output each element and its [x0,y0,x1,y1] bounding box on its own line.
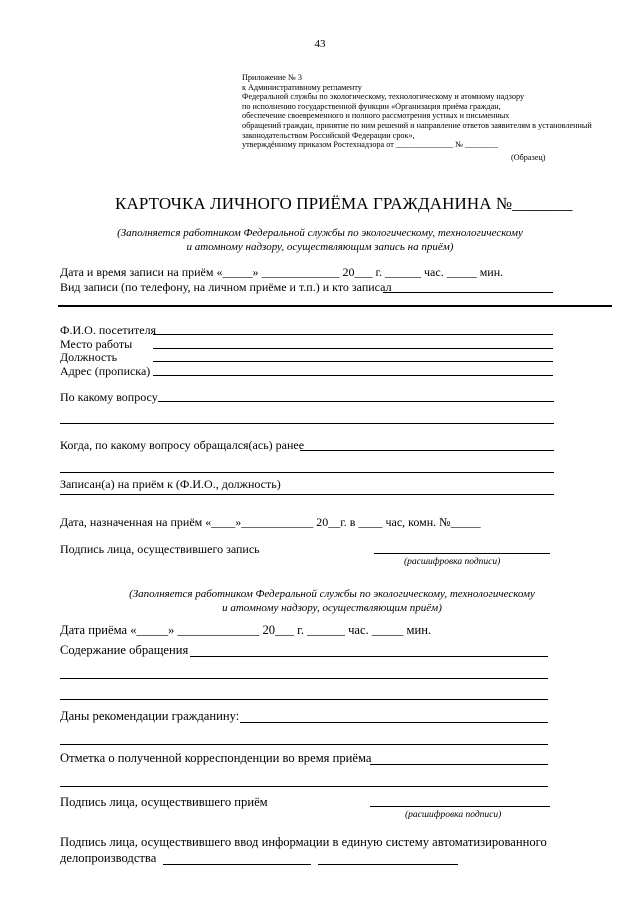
recorder-signature-line[interactable] [374,553,550,554]
appendix-line: обеспечение своевременного и полного рассмотрения устных и письменных [242,111,510,121]
appeal-content-label: Содержание обращения [60,643,189,657]
question-input-line-2[interactable] [60,423,554,424]
appendix-line: обращений граждан, принятие по ним решений и направление ответов заявителям в установленный [242,120,592,130]
previous-appeal-label: Когда, по какому вопросу обращался(ась) ранее [60,438,305,452]
appeal-content-input-line-2[interactable] [60,678,548,679]
receiver-signature-decoding: (расшифровка подписи) [405,810,502,820]
previous-appeal-input-line-2[interactable] [60,472,554,473]
fio-label: Ф.И.О. посетителя [60,323,157,337]
data-entry-decoding-line[interactable] [318,864,458,865]
workplace-input-line[interactable] [153,348,553,349]
recorder-signature-label: Подпись лица, осуществившего запись [60,542,260,556]
record-type-input-line[interactable] [383,292,553,293]
appointed-date-field[interactable]: Дата, назначенная на приём «____»____________ 20__г. в ____ час, комн. №_____ [60,515,481,529]
record-type-label: Вид записи (по телефону, на личном приёме и т.п.) и кто записал [60,280,392,294]
data-entry-signature-label-2: делопроизводства [60,851,157,865]
appendix-line: Федеральной службы по экологическому, технологическому и атомному надзору [242,92,525,102]
appeal-content-input-line[interactable] [190,656,548,657]
recommendations-input-line[interactable] [240,722,548,723]
appendix-line: Приложение № 3 [242,73,302,82]
card-title: КАРТОЧКА ЛИЧНОГО ПРИЁМА ГРАЖДАНИНА №_______ [115,194,573,213]
correspondence-label: Отметка о полученной корреспонденции во время приёма [60,751,372,765]
page-number: 43 [314,38,326,50]
section2-note-line: и атомному надзору, осуществляющим приём) [222,602,442,614]
data-entry-signature-line[interactable] [163,864,311,865]
section2-note [82,587,582,615]
appeal-content-input-line-3[interactable] [60,699,548,700]
section1-note-line: и атомному надзору, осуществляющим запись на приём) [186,241,454,253]
receiver-signature-label: Подпись лица, осуществившего приём [60,795,268,809]
recorded-to-label: Записан(а) на приём к (Ф.И.О., должность) [60,477,281,491]
recorded-to-input-line[interactable] [60,494,554,495]
data-entry-signature-label: Подпись лица, осуществившего ввод информации в единую систему автоматизированного [60,835,547,849]
section1-note [60,226,580,254]
question-input-line[interactable] [158,401,554,402]
recommendations-input-line-2[interactable] [60,744,548,745]
address-input-line[interactable] [153,375,553,376]
appendix-line: по исполнению государственной функции «Организация приёма граждан, [242,101,501,111]
section2-note-line: (Заполняется работником Федеральной службы по экологическому, технологическому [129,588,535,600]
appendix-line: законодательством Российской Федерации срок», [242,130,415,140]
recorder-signature-decoding: (расшифровка подписи) [404,557,501,567]
correspondence-input-line[interactable] [370,764,548,765]
reception-date-field[interactable]: Дата приёма «_____» _____________ 20___ г. ______ час. _____ мин. [60,623,432,637]
question-label: По какому вопросу [60,390,158,404]
record-datetime-field[interactable]: Дата и время записи на приём «_____» _____________ 20___ г. ______ час. _____ мин. [60,265,504,279]
section-divider [58,305,612,307]
correspondence-input-line-2[interactable] [60,786,548,787]
appendix-header [242,73,592,150]
position-input-line[interactable] [153,361,553,362]
address-label: Адрес (прописка) [60,364,151,378]
fio-input-line[interactable] [153,334,553,335]
position-label: Должность [60,350,118,364]
receiver-signature-line[interactable] [370,806,550,807]
recommendations-label: Даны рекомендации гражданину: [60,709,240,723]
appendix-line: утверждённому приказом Ростехнадзора от ______________ № ________ [242,140,498,150]
workplace-label: Место работы [60,337,133,351]
appendix-line: к Административному регламенту [242,82,362,92]
sample-label: (Образец) [511,153,546,162]
previous-appeal-input-line[interactable] [300,450,554,451]
section1-note-line: (Заполняется работником Федеральной службы по экологическому, технологическому [117,227,523,239]
